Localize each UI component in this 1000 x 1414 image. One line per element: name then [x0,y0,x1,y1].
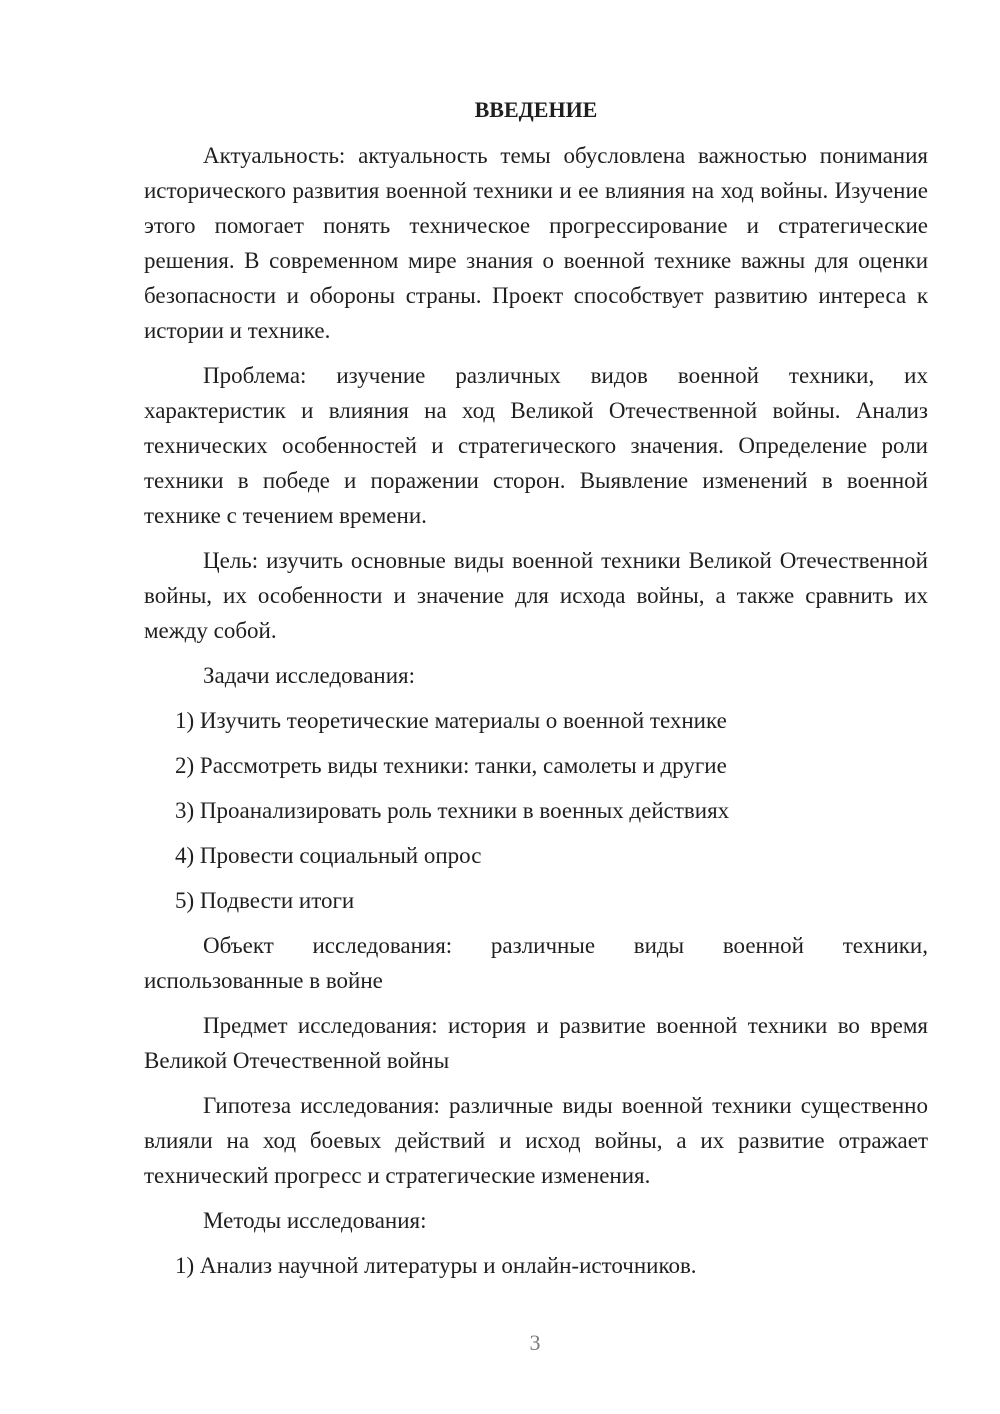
relevance-paragraph: Актуальность: актуальность темы обусловлена важностью понимания исторического развития военной техники и ее влияния на ход войны. Изучение этого помогает понять техническое прогрессирование и стратегические решения. В современном мире знания о военной технике важны для оценки безопасности и обороны страны. Проект способствует развитию интереса к истории и технике. [144,143,928,343]
object-paragraph: Объект исследования: различные виды военной техники, использованные в войне [144,933,928,993]
task-item: 5) Подвести итоги [175,888,355,913]
subject-paragraph: Предмет исследования: история и развитие военной техники во время Великой Отечественной войны [144,1013,928,1073]
method-item: 1) Анализ научной литературы и онлайн-источников. [175,1253,697,1278]
hypothesis-paragraph: Гипотеза исследования: различные виды военной техники существенно влияли на ход боевых действий и исход войны, а их развитие отражает технический прогресс и стратегические изменения. [144,1093,928,1188]
task-item: 4) Провести социальный опрос [175,843,482,868]
task-item: 2) Рассмотреть виды техники: танки, самолеты и другие [175,753,727,778]
goal-paragraph: Цель: изучить основные виды военной техники Великой Отечественной войны, их особенности и значение для исхода войны, а также сравнить их между собой. [144,548,928,643]
document-page [144,92,928,1283]
methods-heading: Методы исследования: [203,1208,427,1233]
page-title: ВВЕДЕНИЕ [474,97,598,122]
page-number: 3 [529,1330,541,1355]
problem-paragraph: Проблема: изучение различных видов военной техники, их характеристик и влияния на ход Великой Отечественной войны. Анализ технических особенностей и стратегического значения. Определение роли техники в победе и поражении сторон. Выявление изменений в военной технике с течением времени. [144,363,928,528]
task-item: 1) Изучить теоретические материалы о военной технике [175,708,727,733]
task-item: 3) Проанализировать роль техники в военных действиях [175,798,730,823]
tasks-heading: Задачи исследования: [203,663,416,688]
